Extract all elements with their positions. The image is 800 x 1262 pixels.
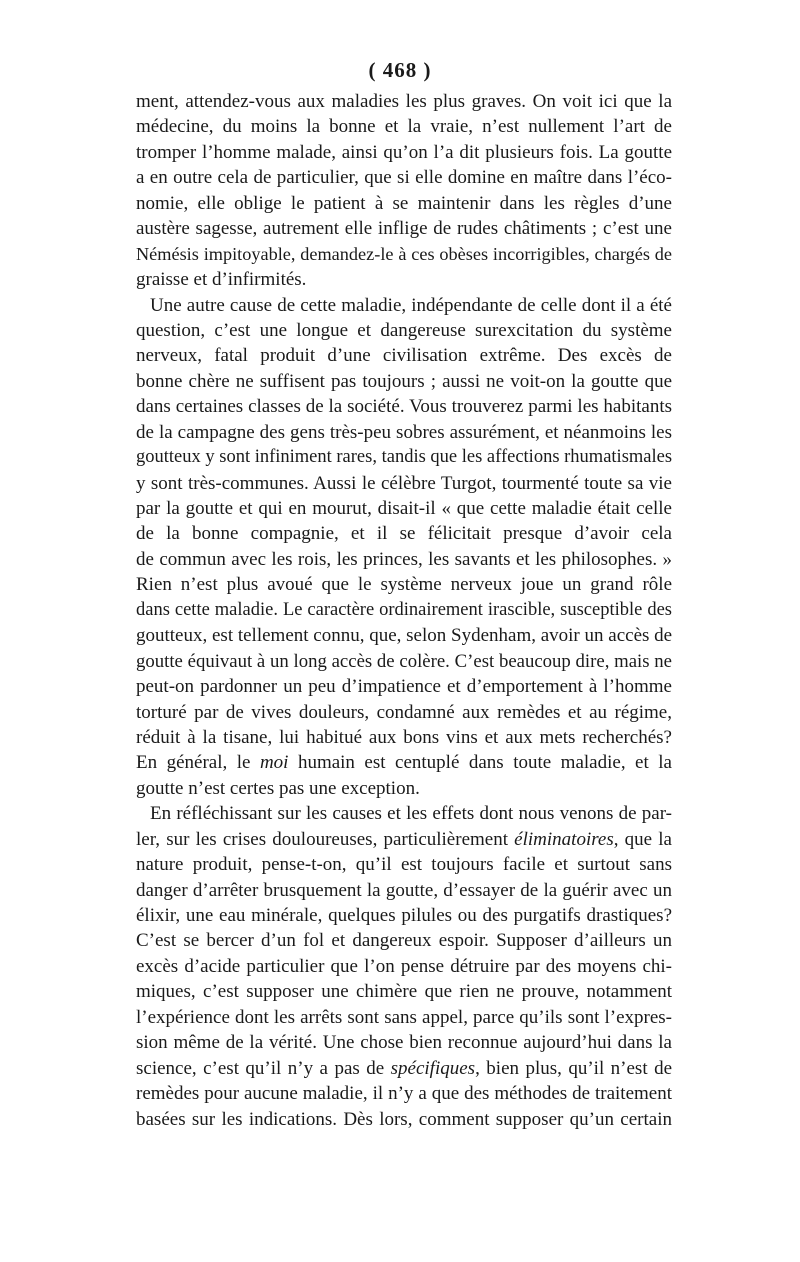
text-line (136, 191, 672, 216)
text-line (136, 496, 672, 521)
text-segment: peut-on pardonner un peu d’impatience et d’emportement à l’homme (136, 676, 672, 698)
text-line (136, 521, 672, 546)
text-line (136, 1005, 672, 1030)
text-line (136, 801, 672, 826)
text-line (136, 827, 672, 852)
text-line (136, 1107, 672, 1132)
text-line (136, 878, 672, 903)
text-line (136, 445, 672, 470)
text-segment: humain est centuplé dans toute maladie, et la (288, 752, 672, 774)
text-line (136, 242, 672, 267)
text-segment: nature produit, pense-t-on, qu’il est toujours facile et surtout sans (136, 854, 672, 876)
text-line (136, 471, 672, 496)
text-line (136, 1030, 672, 1055)
text-line (136, 928, 672, 953)
text-line (136, 649, 672, 674)
text-line (136, 369, 672, 394)
text-line (136, 165, 672, 190)
text-line (136, 267, 672, 292)
text-segment: par la goutte et qui en mourut, disait-il « que cette maladie était celle (136, 498, 672, 519)
text-segment: sion même de la vérité. Une chose bien reconnue aujourd’hui dans la (136, 1032, 672, 1054)
text-segment: En général, le (136, 752, 260, 774)
text-segment: miques, c’est supposer une chimère que rien ne prouve, notamment (136, 981, 672, 1003)
text-segment: nerveux, fatal produit d’une civilisation extrême. Des excès de (136, 345, 672, 367)
text-line (136, 394, 672, 419)
text-line (136, 750, 672, 775)
text-segment: C’est se bercer d’un fol et dangereux espoir. Supposer d’ailleurs un (136, 930, 672, 952)
text-segment: goutte équivaut à un long accès de colère. C’est beaucoup dire, mais ne (136, 650, 672, 672)
text-line (136, 623, 672, 648)
text-line (136, 700, 672, 725)
text-line (136, 903, 672, 928)
text-segment: médecine, du moins la bonne et la vraie, n’est nullement l’art de (136, 116, 672, 138)
text-segment: dans cette maladie. Le caractère ordinairement irascible, susceptible des (136, 599, 672, 620)
text-line (136, 776, 672, 801)
text-line (136, 293, 672, 318)
italic-term: éliminatoires (514, 828, 614, 850)
text-segment: basées sur les indications. Dès lors, comment supposer qu’un certain (136, 1108, 672, 1130)
text-segment: austère sagesse, autrement elle inflige de rudes châtiments ; c’est une (136, 218, 672, 240)
text-line (136, 852, 672, 877)
text-segment: dans certaines classes de la société. Vous trouverez parmi les habitants (136, 396, 672, 418)
text-segment: de la campagne des gens très-peu sobres assurément, et néanmoins les (136, 421, 672, 443)
text-line (136, 674, 672, 699)
text-segment: réduit à la tisane, lui habitué aux bons vins et aux mets recherchés? (136, 726, 672, 748)
text-segment: ment, attendez-vous aux maladies les plus graves. On voit ici que la (136, 91, 672, 112)
text-segment: goutte n’est certes pas une exception. (136, 777, 420, 799)
text-segment: En réfléchissant sur les causes et les effets dont nous venons de par- (150, 803, 672, 825)
text-line (136, 572, 672, 597)
text-segment: y sont très-communes. Aussi le célèbre Turgot, tourmenté toute sa vie (136, 472, 672, 494)
text-segment: l’expérience dont les arrêts sont sans appel, parce qu’ils sont l’expres- (136, 1006, 672, 1028)
text-segment: goutteux, est tellement connu, que, selon Sydenham, avoir un accès de (136, 625, 673, 647)
italic-term: spécifiques (390, 1057, 476, 1079)
text-segment: de la bonne compagnie, et il se félicitait presque d’avoir cela (136, 523, 672, 545)
text-segment: , que la (613, 828, 672, 850)
body-text (136, 89, 672, 1132)
text-line (136, 89, 672, 114)
text-segment: Rien n’est plus avoué que le système nerveux joue un grand rôle (136, 574, 672, 596)
text-segment: bonne chère ne suffisent pas toujours ; aussi ne voit-on la goutte que (136, 370, 672, 392)
page-number: ( 468 ) (368, 58, 432, 82)
text-line (136, 954, 672, 979)
text-segment: ler, sur les crises douloureuses, particulièrement (136, 828, 515, 850)
text-segment: , bien plus, qu’il n’est de (475, 1057, 672, 1079)
text-segment: élixir, une eau minérale, quelques pilules ou des purgatifs drastiques? (136, 905, 672, 926)
text-line (136, 598, 672, 623)
text-line (136, 318, 672, 343)
text-segment: question, c’est une longue et dangereuse surexcitation du système (136, 319, 672, 341)
text-line (136, 343, 672, 368)
text-line (136, 1056, 672, 1081)
text-line (136, 979, 672, 1004)
text-line (136, 1081, 672, 1106)
text-segment: danger d’arrêter brusquement la goutte, d’essayer de la guérir avec un (136, 879, 672, 901)
text-segment: Une autre cause de cette maladie, indépendante de celle dont il a été (150, 294, 672, 316)
italic-term: moi (259, 752, 289, 774)
text-segment: tromper l’homme malade, ainsi qu’on l’a dit plusieurs fois. La goutte (136, 141, 672, 163)
text-line (136, 216, 672, 241)
text-segment: science, c’est qu’il n’y a pas de (136, 1057, 391, 1079)
text-line (136, 547, 672, 572)
text-segment: Némésis impitoyable, demandez-le à ces obèses incorrigibles, chargés de (136, 243, 672, 264)
text-line (136, 114, 672, 139)
text-segment: torturé par de vives douleurs, condamné aux remèdes et au régime, (136, 701, 672, 723)
text-segment: a en outre cela de particulier, que si elle domine en maître dans l’éco- (136, 167, 672, 189)
text-segment: goutteux y sont infiniment rares, tandis que les affections rhumatismales (136, 447, 673, 468)
text-line (136, 140, 672, 165)
text-segment: nomie, elle oblige le patient à se maintenir dans les règles d’une (136, 192, 672, 214)
text-segment: excès d’acide particulier que l’on pense détruire par des moyens chi- (136, 955, 672, 977)
text-segment: graisse et d’infirmités. (136, 269, 307, 291)
text-line (136, 725, 672, 750)
text-segment: remèdes pour aucune maladie, il n’y a que des méthodes de traitement (136, 1083, 672, 1105)
text-segment: de commun avec les rois, les princes, les savants et les philosophes. » (136, 548, 672, 570)
text-line (136, 420, 672, 445)
